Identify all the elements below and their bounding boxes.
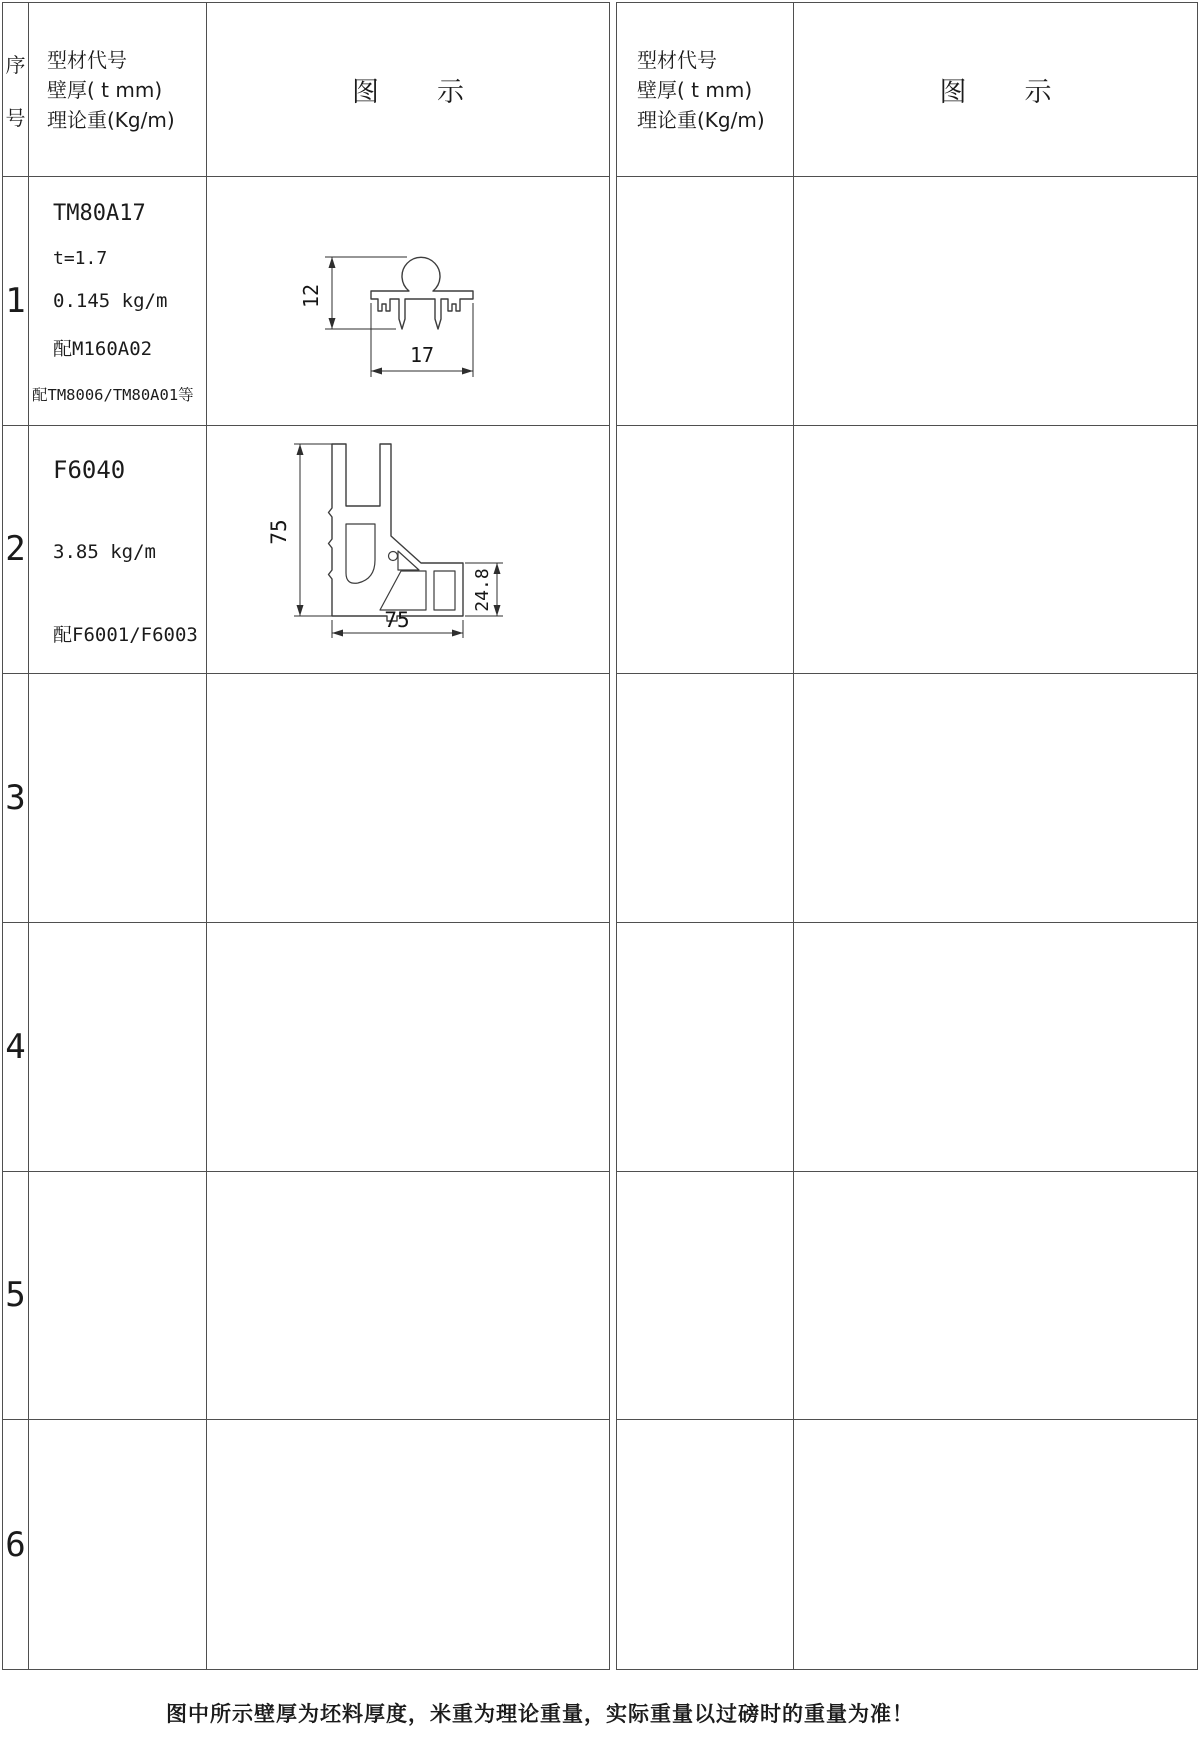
diagram-header-char: 图 <box>352 77 379 108</box>
empty-diagram-cell <box>794 923 1197 1172</box>
empty-diagram-cell <box>207 923 609 1172</box>
empty-info-cell <box>29 674 207 923</box>
empty-diagram-cell <box>794 674 1197 923</box>
header-info-column <box>617 3 794 177</box>
profile-outline <box>371 257 473 329</box>
matching-profile: 配TM8006/TM80A01等 <box>32 385 194 404</box>
diagram-header-char: 图 <box>939 77 967 108</box>
info-header-line: 壁厚( t mm) <box>637 77 753 102</box>
empty-diagram-cell <box>794 177 1197 426</box>
row-number: 4 <box>3 923 29 1172</box>
info-header-line: 理论重(Kg/m) <box>47 107 175 132</box>
profile-table-left <box>2 2 610 1670</box>
profile-code: F6040 <box>53 455 126 484</box>
diagram-header-char: 示 <box>1024 77 1052 108</box>
empty-diagram-cell <box>207 674 609 923</box>
empty-diagram-cell <box>794 1420 1197 1669</box>
profile-drawing-f6040 <box>207 426 609 675</box>
empty-info-cell <box>29 923 207 1172</box>
profile-code: TM80A17 <box>53 201 146 226</box>
info-header-line: 理论重(Kg/m) <box>637 107 765 132</box>
seq-header-char: 序 <box>5 52 26 77</box>
profile-outline <box>329 444 464 621</box>
row-number: 2 <box>3 426 29 675</box>
row-number: 6 <box>3 1420 29 1669</box>
dim-height-label: 75 <box>267 519 291 545</box>
matching-profile: 配M160A02 <box>53 337 153 360</box>
row-number: 5 <box>3 1172 29 1421</box>
empty-diagram-cell <box>794 1172 1197 1421</box>
empty-diagram-cell <box>207 1420 609 1669</box>
footer-note: 图中所示壁厚为坯料厚度，米重为理论重量，实际重量以过磅时的重量为准！ <box>166 1702 914 1726</box>
diagram-header-char: 示 <box>437 77 464 108</box>
theoretical-weight: 0.145 kg/m <box>53 290 168 313</box>
info-header-line: 型材代号 <box>637 47 717 72</box>
profile-info-f6040 <box>29 426 207 675</box>
header-info-column <box>29 3 207 177</box>
profile-drawing-tm80a17 <box>207 177 609 426</box>
empty-info-cell <box>617 177 794 426</box>
row-number: 3 <box>3 674 29 923</box>
wall-thickness: t=1.7 <box>53 247 108 269</box>
header-diagram-column <box>794 3 1197 177</box>
empty-info-cell <box>617 1172 794 1421</box>
row-number: 1 <box>3 177 29 426</box>
empty-diagram-cell <box>794 426 1197 675</box>
dim-height-label: 12 <box>299 283 323 309</box>
seq-header-char: 号 <box>5 105 26 130</box>
theoretical-weight: 3.85 kg/m <box>53 540 156 563</box>
header-seq-column <box>3 3 29 177</box>
empty-info-cell <box>29 1420 207 1669</box>
cad-drawing-tm80a17 <box>291 233 501 383</box>
profile-info-tm80a17 <box>29 177 207 426</box>
empty-diagram-cell <box>207 1172 609 1421</box>
empty-info-cell <box>617 674 794 923</box>
dim-leg-label: 24.8 <box>472 567 493 612</box>
empty-info-cell <box>617 426 794 675</box>
empty-info-cell <box>29 1172 207 1421</box>
info-header-line: 型材代号 <box>47 47 127 72</box>
header-diagram-column <box>207 3 609 177</box>
info-header-line: 壁厚( t mm) <box>47 77 163 102</box>
matching-profile: 配F6001/F6003 <box>53 624 198 647</box>
profile-table-right <box>616 2 1198 1670</box>
cad-drawing-f6040 <box>249 438 511 648</box>
dim-width-label: 17 <box>409 343 435 367</box>
dim-width-label: 75 <box>384 607 410 632</box>
empty-info-cell <box>617 923 794 1172</box>
empty-info-cell <box>617 1420 794 1669</box>
